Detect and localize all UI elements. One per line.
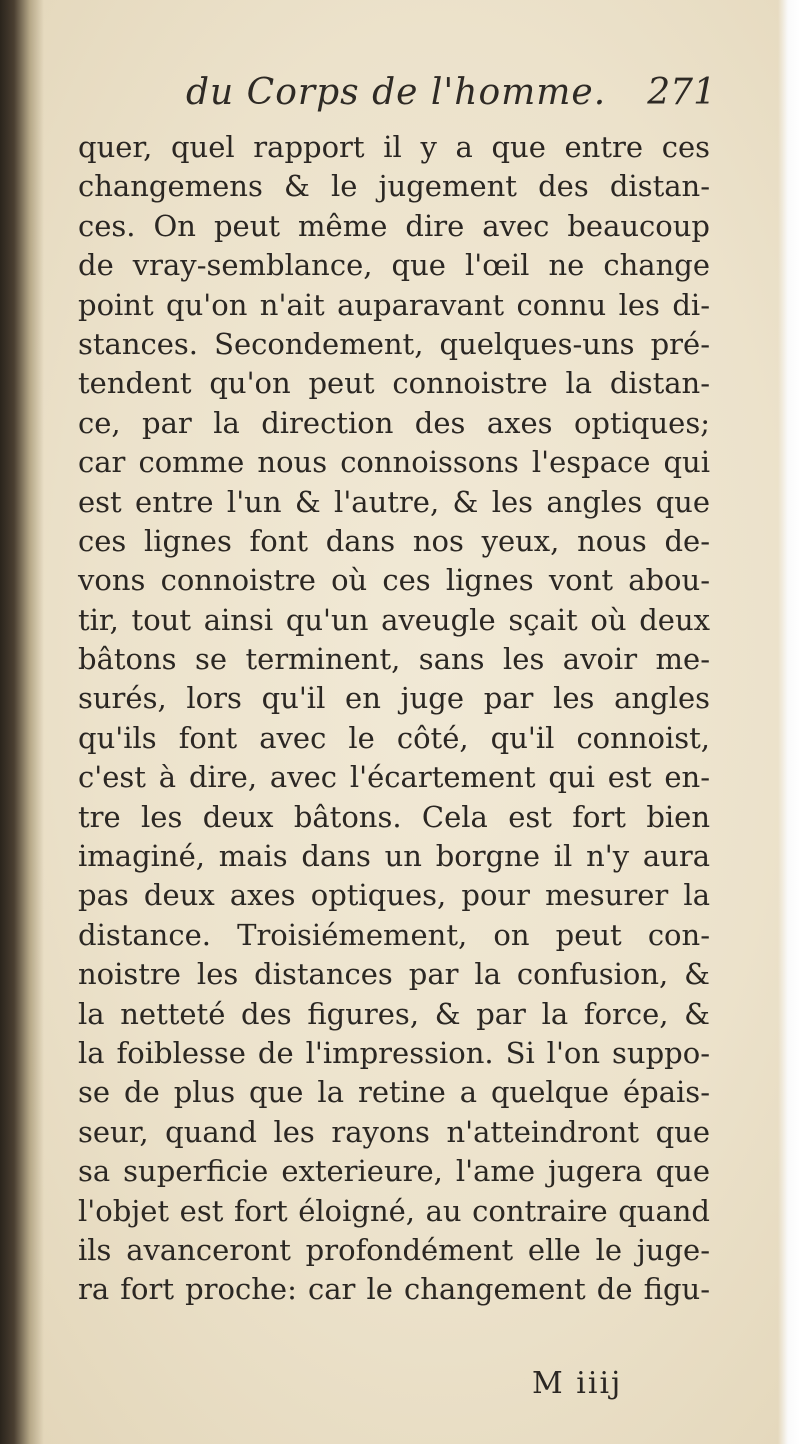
text-line: vons connoistre où ces lignes vont abou-: [78, 563, 710, 598]
text-line: la netteté des figures, & par la force, &: [78, 996, 710, 1031]
text-line: tir, tout ainsi qu'un aveugle sçait où deux: [78, 602, 710, 637]
text-line: de vray-semblance, que l'œil ne change: [78, 248, 710, 283]
text-line: seur, quand les rayons n'atteindront que: [78, 1114, 710, 1149]
body-text: [78, 128, 710, 1310]
text-line: c'est à dire, avec l'écartement qui est en-: [78, 760, 710, 795]
text-line: point qu'on n'ait auparavant connu les di-: [78, 287, 710, 322]
text-line: distance. Troisiémement, on peut con-: [78, 917, 710, 952]
text-line: qu'ils font avec le côté, qu'il connoist,: [78, 720, 710, 755]
text-line: quer, quel rapport il y a que entre ces: [78, 130, 710, 164]
binding-gutter: [0, 0, 44, 1444]
text-line: pas deux axes optiques, pour mesurer la: [78, 878, 710, 913]
text-line: changemens & le jugement des distan-: [78, 169, 710, 204]
signature-mark: M iiij: [532, 1366, 623, 1401]
text-line: l'objet est fort éloigné, au contraire quand: [78, 1193, 710, 1228]
text-line: sa superficie exterieure, l'ame jugera que: [78, 1154, 710, 1189]
text-line: ra fort proche: car le changement de figu-: [78, 1272, 710, 1307]
running-title: du Corps de l'homme.: [186, 72, 607, 113]
text-line: bâtons se terminent, sans les avoir me-: [78, 642, 710, 677]
text-line: noistre les distances par la confusion, &: [78, 957, 710, 992]
text-line: la foiblesse de l'impression. Si l'on suppo-: [78, 1035, 710, 1070]
text-line: ce, par la direction des axes optiques;: [78, 405, 710, 440]
text-line: imaginé, mais dans un borgne il n'y aura: [78, 839, 710, 874]
page-edge: [778, 0, 800, 1444]
text-line: ils avanceront profondément elle le juge-: [78, 1232, 710, 1267]
text-line: car comme nous connoissons l'espace qui: [78, 445, 710, 480]
text-line: ces. On peut même dire avec beaucoup: [78, 208, 710, 243]
text-line: stances. Secondement, quelques-uns pré-: [78, 326, 710, 361]
text-line: surés, lors qu'il en juge par les angles: [78, 681, 710, 716]
page-number: 271: [647, 72, 716, 113]
text-line: se de plus que la retine a quelque épais-: [78, 1075, 710, 1110]
text-line: tendent qu'on peut connoistre la distan-: [78, 366, 710, 401]
text-line: tre les deux bâtons. Cela est fort bien: [78, 799, 710, 834]
page-header: [186, 66, 716, 126]
text-line: est entre l'un & l'autre, & les angles que: [78, 484, 710, 519]
text-line: ces lignes font dans nos yeux, nous de-: [78, 523, 710, 558]
